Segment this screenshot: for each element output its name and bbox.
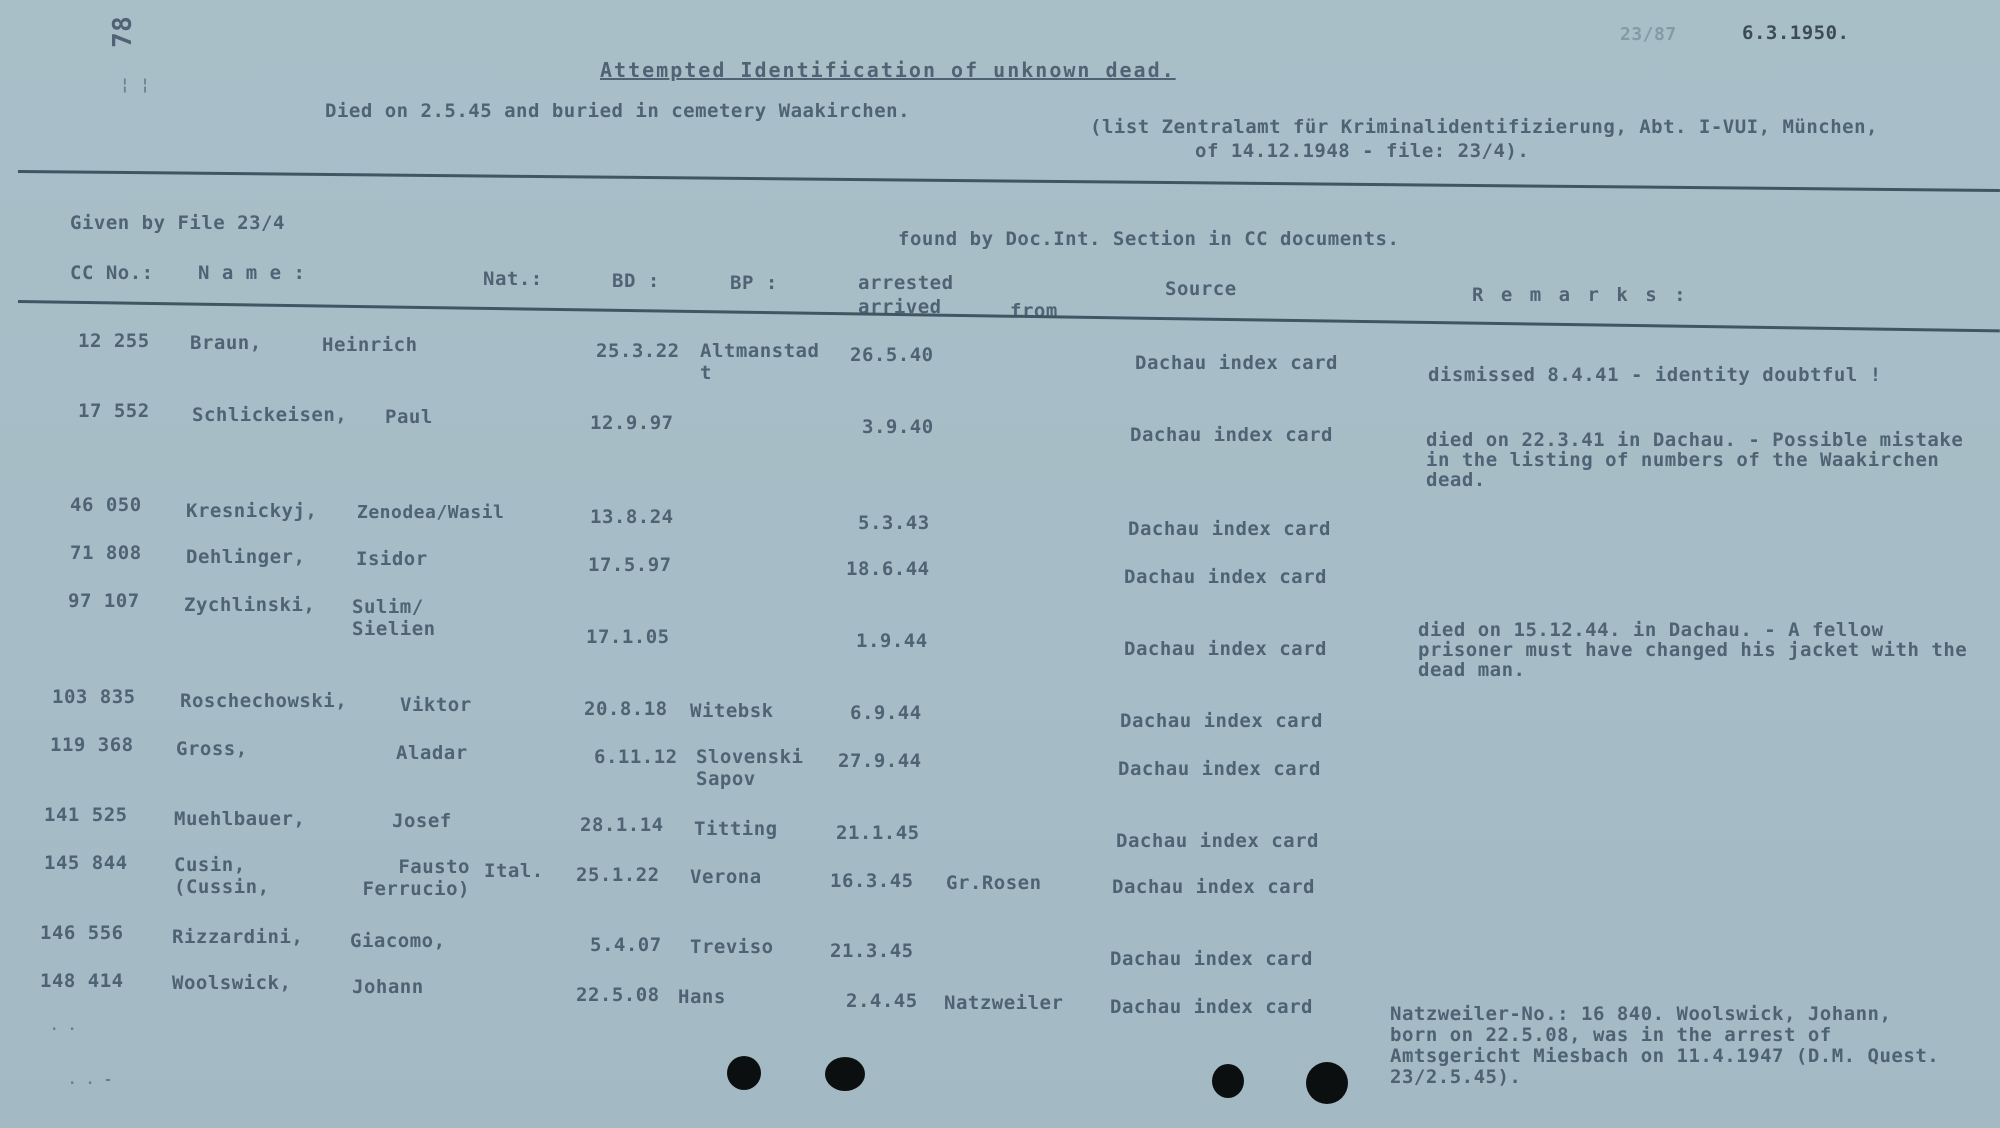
row-10-source: Dachau index card: [1110, 948, 1313, 970]
row-3-no: 46 050: [70, 494, 142, 516]
row-6-arrived: 6.9.44: [850, 702, 922, 724]
row-10-bp: Treviso: [690, 936, 774, 958]
row-9-source: Dachau index card: [1112, 876, 1315, 898]
row-5-source: Dachau index card: [1124, 638, 1327, 660]
row-6-first: Viktor: [400, 694, 472, 716]
row-5-no: 97 107: [68, 590, 140, 612]
row-4-first: Isidor: [356, 548, 428, 570]
row-2-source: Dachau index card: [1130, 424, 1333, 446]
row-1-no: 12 255: [78, 330, 150, 352]
row-11-from: Natzweiler: [944, 992, 1064, 1014]
row-9-first: Fausto Ferrucio): [362, 856, 470, 900]
col-source: Source: [1165, 278, 1237, 300]
row-11-first: Johann: [352, 976, 424, 998]
found-by-label: found by Doc.Int. Section in CC documents.: [898, 228, 1400, 250]
row-3-source: Dachau index card: [1128, 518, 1331, 540]
row-1-first: Heinrich: [322, 334, 418, 356]
row-5-arrived: 1.9.44: [856, 630, 928, 652]
row-3-surname: Kresnickyj,: [186, 500, 318, 522]
col-remarks: R e m a r k s :: [1472, 284, 1689, 306]
row-8-bp: Titting: [694, 818, 778, 840]
row-9-from: Gr.Rosen: [946, 872, 1042, 894]
row-5-surname: Zychlinski,: [184, 594, 316, 616]
row-11-bd: 22.5.08: [576, 984, 660, 1006]
row-2-arrived: 3.9.40: [862, 416, 934, 438]
row-10-bd: 5.4.07: [590, 934, 662, 956]
col-arrived: arrived: [858, 296, 942, 318]
row-2-bd: 12.9.97: [590, 412, 674, 434]
row-7-arrived: 27.9.44: [838, 750, 922, 772]
row-9-no: 145 844: [44, 852, 128, 874]
margin-marks: ¦ ¦: [120, 75, 151, 94]
row-2-remarks: died on 22.3.41 in Dachau. - Possible mistake in the listing of numbers of the Waakirchen dead.: [1426, 429, 1964, 491]
row-4-source: Dachau index card: [1124, 566, 1327, 588]
row-4-bd: 17.5.97: [588, 554, 672, 576]
side-number: 78: [108, 15, 138, 48]
list-reference-1: (list Zentralamt für Kriminalidentifizierung, Abt. I-VUI, München,: [1090, 116, 1878, 138]
row-7-no: 119 368: [50, 734, 134, 756]
row-11-no: 148 414: [40, 970, 124, 992]
row-3-bd: 13.8.24: [590, 506, 674, 528]
row-9-bd: 25.1.22: [576, 864, 660, 886]
row-7-first: Aladar: [396, 742, 468, 764]
row-6-source: Dachau index card: [1120, 710, 1323, 732]
row-10-no: 146 556: [40, 922, 124, 944]
row-11-source: Dachau index card: [1110, 996, 1313, 1018]
row-10-first: Giacomo,: [350, 930, 446, 952]
punch-hole-2: [825, 1057, 865, 1091]
row-5-bd: 17.1.05: [586, 626, 670, 648]
row-6-no: 103 835: [52, 686, 136, 708]
row-9-surname: Cusin, (Cussin,: [174, 854, 270, 898]
row-1-surname: Braun,: [190, 332, 262, 354]
row-3-arrived: 5.3.43: [858, 512, 930, 534]
row-4-surname: Dehlinger,: [186, 546, 306, 568]
subtitle: Died on 2.5.45 and buried in cemetery Waakirchen.: [325, 100, 911, 122]
row-1-source: Dachau index card: [1135, 352, 1338, 374]
row-1-bp: Altmanstadt: [700, 340, 820, 384]
row-8-source: Dachau index card: [1116, 830, 1319, 852]
row-8-first: Josef: [392, 810, 452, 832]
row-7-bd: 6.11.12: [594, 746, 678, 768]
col-name: N a m e :: [198, 262, 306, 284]
row-9-bp: Verona: [690, 866, 762, 888]
row-10-surname: Rizzardini,: [172, 926, 304, 948]
col-nat: Nat.:: [483, 268, 543, 290]
row-1-arrived: 26.5.40: [850, 344, 934, 366]
list-reference-2: of 14.12.1948 - file: 23/4).: [1195, 140, 1530, 162]
col-bd: BD :: [612, 270, 660, 292]
row-10-arrived: 21.3.45: [830, 940, 914, 962]
header-rule: [18, 170, 2000, 192]
row-7-surname: Gross,: [176, 738, 248, 760]
punch-hole-4: [1306, 1062, 1348, 1104]
row-2-first: Paul: [385, 406, 433, 428]
row-8-bd: 28.1.14: [580, 814, 664, 836]
row-2-no: 17 552: [78, 400, 150, 422]
row-5-first: Sulim/ Sielien: [352, 596, 436, 640]
col-from: from: [1010, 300, 1058, 322]
row-6-bd: 20.8.18: [584, 698, 668, 720]
col-arrested: arrested: [858, 272, 954, 294]
row-11-arrived: 2.4.45: [846, 990, 918, 1012]
row-7-bp: Slovenski Sapov: [696, 746, 804, 790]
punch-hole-3: [1212, 1064, 1244, 1098]
punch-hole-1: [727, 1056, 761, 1090]
row-5-remarks: died on 15.12.44. in Dachau. - A fellow prisoner must have changed his jacket with the dead man.: [1418, 619, 1968, 681]
row-8-no: 141 525: [44, 804, 128, 826]
given-by-label: Given by File 23/4: [70, 212, 285, 234]
row-7-source: Dachau index card: [1118, 758, 1321, 780]
row-9-arrived: 16.3.45: [830, 870, 914, 892]
col-bp: BP :: [730, 272, 778, 294]
col-cc-no: CC No.:: [70, 262, 154, 284]
row-4-no: 71 808: [70, 542, 142, 564]
row-1-bd: 25.3.22: [596, 340, 680, 362]
table-header-rule: [18, 300, 2000, 332]
row-11-remarks: Natzweiler-No.: 16 840. Woolswick, Johann, born on 22.5.08, was in the arrest of Amtsgericht Miesbach on 11.4.1947 (D.M. Quest. 23/2.5.45).: [1390, 1003, 1940, 1088]
row-4-arrived: 18.6.44: [846, 558, 930, 580]
row-1-remarks: dismissed 8.4.41 - identity doubtful !: [1428, 364, 1882, 386]
row-11-surname: Woolswick,: [172, 972, 292, 994]
row-8-surname: Muehlbauer,: [174, 808, 306, 830]
row-11-bp: Hans: [678, 986, 726, 1008]
row-2-surname: Schlickeisen,: [192, 404, 348, 426]
document-date: 6.3.1950.: [1742, 22, 1850, 44]
row-8-arrived: 21.1.45: [836, 822, 920, 844]
faint-stamp: 23/87: [1620, 24, 1677, 45]
row-6-bp: Witebsk: [690, 700, 774, 722]
row-9-nat: Ital.: [484, 860, 544, 882]
row-3-first: Zenodea/Wasil: [357, 502, 505, 523]
row-6-surname: Roschechowski,: [180, 690, 348, 712]
page-title: Attempted Identification of unknown dead.: [600, 58, 1176, 82]
margin-ticks: . .: [50, 1018, 77, 1034]
margin-ticks-2: . . -: [68, 1072, 113, 1088]
